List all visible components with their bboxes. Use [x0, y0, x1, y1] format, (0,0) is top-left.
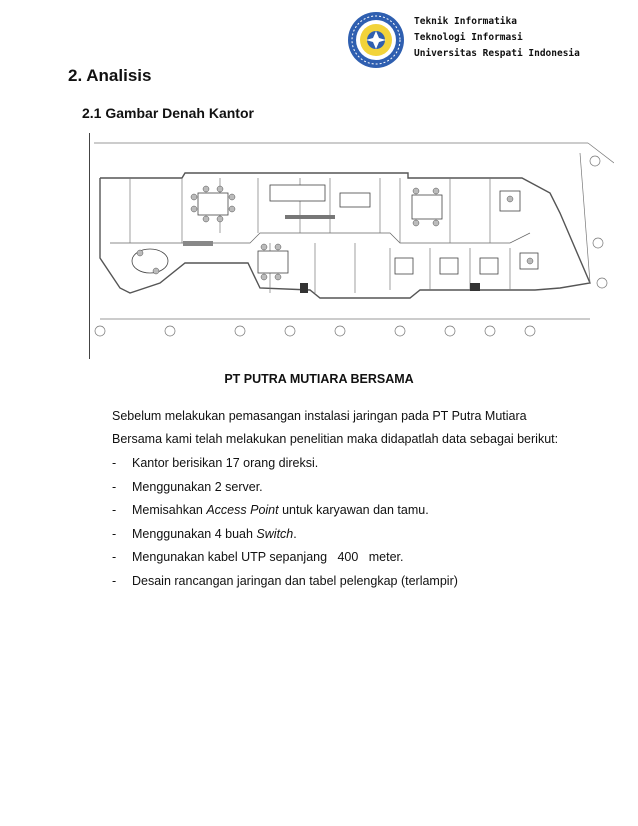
list-text: Kantor berisikan 17 orang direksi. [132, 456, 319, 470]
header-line-1: Teknik Informatika [414, 16, 517, 27]
list-text: Memisahkan [132, 503, 207, 517]
header-line-3: Universitas Respati Indonesia [414, 48, 580, 59]
institution-info [414, 14, 580, 62]
list-dash: - [112, 456, 117, 470]
list-dash: - [112, 573, 117, 588]
list-text: Menggunakan 4 buah [132, 526, 257, 541]
list-text: Desain rancangan jaringan dan tabel pelengkap (terlampir) [132, 573, 458, 588]
list-emphasis: Switch [256, 526, 294, 541]
list-text-tail: untuk karyawan dan tamu. [278, 503, 429, 517]
list-text: Menggunakan 2 server. [132, 479, 263, 494]
header-line-2: Teknologi Informasi [414, 32, 523, 43]
list-item [112, 523, 458, 547]
list-item [112, 499, 458, 523]
list-item [112, 570, 458, 594]
list-item [112, 476, 458, 500]
list-text: Mengunakan kabel UTP sepanjang 400 meter. [132, 550, 404, 564]
page-header [346, 10, 586, 70]
subsection-heading: 2.1 Gambar Denah Kantor [82, 105, 254, 121]
requirements-list [112, 452, 458, 593]
intro-line-2: Bersama kami telah melakukan penelitian maka didapatlah data sebagai berikut: [112, 432, 559, 446]
figure-caption: PT PUTRA MUTIARA BERSAMA [224, 372, 414, 386]
intro-paragraph [112, 405, 582, 451]
university-seal-icon [346, 10, 406, 70]
office-floor-plan-icon [90, 133, 614, 359]
list-text-tail: . [293, 526, 297, 541]
list-emphasis: Access Point [206, 503, 279, 517]
intro-line-1: Sebelum melakukan pemasangan instalasi jaringan pada PT Putra Mutiara [112, 409, 527, 423]
section-heading: 2. Analisis [68, 66, 152, 85]
list-dash: - [112, 503, 117, 517]
list-dash: - [112, 526, 117, 541]
list-dash: - [112, 479, 117, 494]
list-item [112, 452, 458, 476]
list-dash: - [112, 550, 117, 564]
list-item [112, 546, 458, 570]
